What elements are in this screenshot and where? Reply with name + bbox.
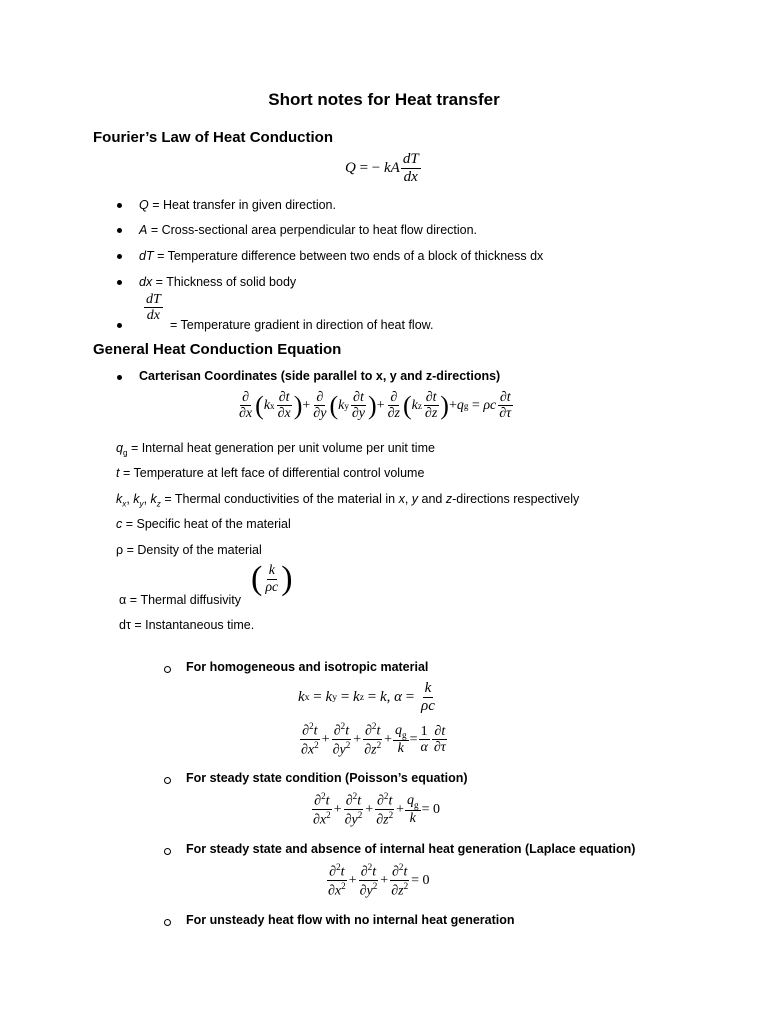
cartesian-equation: $\frac{\partial}{\partial x}$ ( k x $\frac{\partial t}{\partial x}$ ) + $\frac{\partial}{\partial y}$ ( k y $\frac{\partial t}{\partial y}$ ) + $\frac{\partial}{\partial z}$ ( k z $\frac{\partial t}{\partial z}$ ) + q g = ρc $\frac{\partial t}{\partial\tau}$ — [239, 390, 512, 422]
bullet — [117, 203, 122, 208]
bullet — [117, 375, 122, 380]
case-laplace-label: For steady state and absence of internal heat generation (Laplace equation) — [186, 842, 636, 856]
bullet — [117, 323, 122, 328]
bullet — [117, 280, 122, 285]
page-title: Short notes for Heat transfer — [268, 90, 500, 109]
case-homogeneous-eq1: k x = k y = k z = k , α = $\frac{k}{\rho c}$ — [298, 680, 435, 714]
case-poisson-label: For steady state condition (Poisson’s equation) — [186, 771, 468, 785]
bullet-item-dx: dx = Thickness of solid body — [139, 275, 297, 289]
section-heading-general: General Heat Conduction Equation — [93, 341, 342, 358]
case-laplace-eq: $\frac{\partial^2t}{\partial x^2}$ + $\frac{\partial^2t}{\partial y^2}$ + $\frac{\partial^2t}{\partial z^2}$ = 0 — [328, 862, 430, 899]
def-k: $k_x$, $k_y$, $k_z$ = Thermal conductivities of the material in x, y and z-directions respectively — [116, 492, 580, 509]
gradient-fraction: $\frac{dT}{dx}$ — [146, 292, 161, 324]
case-unsteady-label: For unsteady heat flow with no internal heat generation — [186, 913, 515, 927]
section-heading-fourier: Fourier’s Law of Heat Conduction — [93, 129, 334, 146]
sub-bullet — [164, 777, 171, 784]
bullet-item-a: A = Cross-sectional area perpendicular to heat flow direction. — [139, 223, 478, 237]
bullet-item-dt: dT = Temperature difference between two ends of a block of thickness dx — [139, 249, 544, 263]
alpha-label: α = Thermal diffusivity — [119, 593, 241, 607]
sub-bullet — [164, 848, 171, 855]
fourier-equation: Q = − kA $\frac{dT}{dx}$ — [345, 151, 419, 185]
def-rho: ρ = Density of the material — [116, 543, 262, 557]
def-qg: $q_g$ = Internal heat generation per unit volume per unit time — [116, 441, 435, 458]
bullet-item-gradient: = Temperature gradient in direction of heat flow. — [170, 318, 434, 332]
def-c: c = Specific heat of the material — [116, 517, 291, 531]
cartesian-label: Carterisan Coordinates (side parallel to x, y and z-directions) — [139, 369, 501, 383]
sub-bullet — [164, 666, 171, 673]
bullet — [117, 254, 122, 259]
case-homogeneous-label: For homogeneous and isotropic material — [186, 660, 429, 674]
bullet-item-q: Q = Heat transfer in given direction. — [139, 198, 336, 212]
case-poisson-eq: $\frac{\partial^2t}{\partial x^2}$ + $\frac{\partial^2t}{\partial y^2}$ + $\frac{\partial^2t}{\partial z^2}$ + $\frac{q_g}{k}$ = 0 — [313, 791, 440, 828]
sub-bullet — [164, 919, 171, 926]
alpha-expression: ( $\frac{k}{\rho c}$ ) — [251, 560, 293, 597]
bullet — [117, 228, 122, 233]
def-t: t = Temperature at left face of differential control volume — [116, 466, 425, 480]
dtau-label: dτ = Instantaneous time. — [119, 618, 255, 632]
case-homogeneous-eq2: $\frac{\partial^2t}{\partial x^2}$ + $\frac{\partial^2t}{\partial y^2}$ + $\frac{\partial^2t}{\partial z^2}$ + $\frac{q_g}{k}$ = $\frac{1}{\alpha}$ $\frac{\partial t}{\partial\tau}$ — [301, 721, 446, 758]
